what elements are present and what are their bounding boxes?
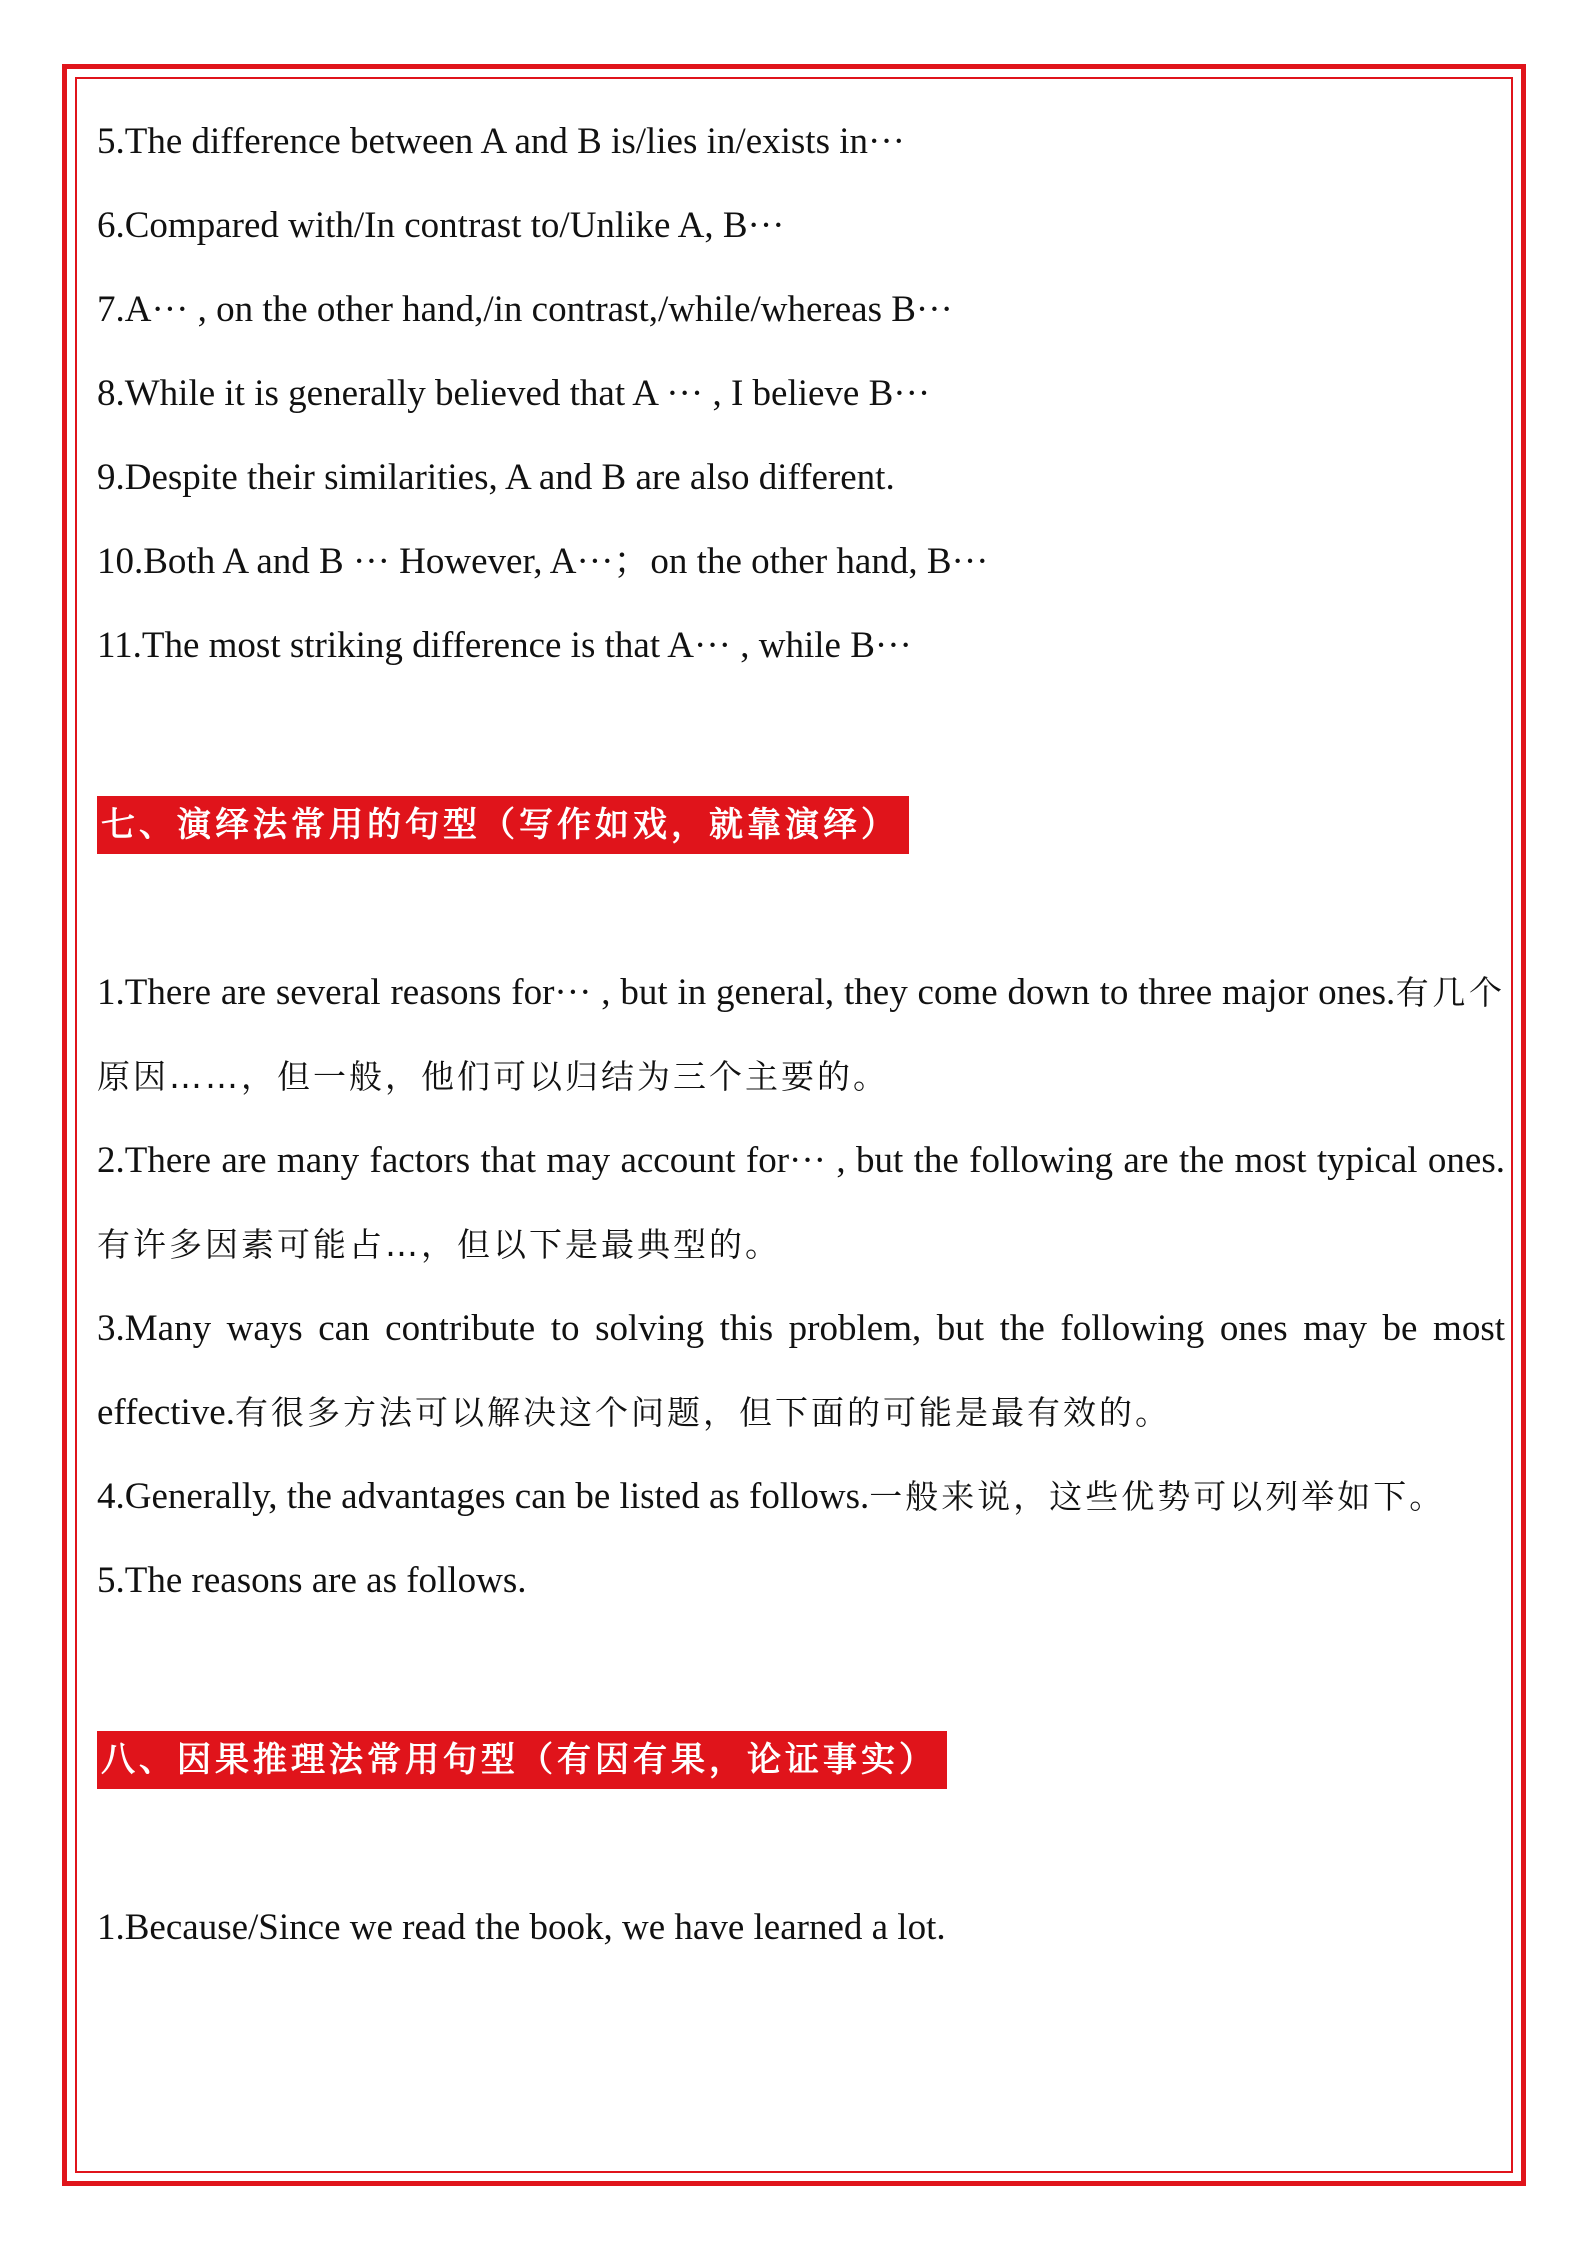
pattern-line: 10.Both A and B ··· However, A···；on the other hand, B··· xyxy=(97,541,989,582)
sentence-en: 3.Many ways can contribute to solving this problem, but the following ones may be most effective. xyxy=(97,1308,1505,1433)
pattern-line: 8.While it is generally believed that A ··· , I believe B··· xyxy=(97,373,931,414)
section-7-list xyxy=(97,951,1505,1623)
document-body xyxy=(97,100,1505,1970)
sentence-en: 4.Generally, the advantages can be listed as follows. xyxy=(97,1476,870,1517)
sentence-cn: 有很多方法可以解决这个问题，但下面的可能是最有效的。 xyxy=(234,1393,1171,1432)
pattern-line: 11.The most striking difference is that A··· , while B··· xyxy=(97,625,912,666)
sentence-item xyxy=(97,1287,1505,1455)
comparison-pattern-list xyxy=(97,100,1505,688)
pattern-line: 7.A··· , on the other hand,/in contrast,/while/whereas B··· xyxy=(97,289,953,330)
sentence-item xyxy=(97,1886,1505,1970)
pattern-line: 6.Compared with/In contrast to/Unlike A, B··· xyxy=(97,205,785,246)
sentence-en: 1.There are several reasons for··· , but in general, they come down to three major ones. xyxy=(97,972,1396,1013)
sentence-cn: 有几个原因……，但一般，他们可以归结为三个主要的。 xyxy=(97,973,1505,1096)
section-8-list xyxy=(97,1886,1505,1970)
sentence-en: 5.The reasons are as follows. xyxy=(97,1560,527,1601)
sentence-cn: 有许多因素可能占…，但以下是最典型的。 xyxy=(97,1225,781,1264)
sentence-en: 1.Because/Since we read the book, we have learned a lot. xyxy=(97,1907,946,1948)
sentence-item xyxy=(97,1455,1505,1539)
sentence-en: 2.There are many factors that may account for··· , but the following are the most typical ones. xyxy=(97,1140,1505,1181)
sentence-item xyxy=(97,951,1505,1119)
sentence-cn: 一般来说，这些优势可以列举如下。 xyxy=(869,1477,1446,1516)
sentence-item xyxy=(97,1539,1505,1623)
pattern-line: 5.The difference between A and B is/lies in/exists in··· xyxy=(97,121,905,162)
section-8-heading: 八、因果推理法常用句型（有因有果，论证事实） xyxy=(97,1731,947,1789)
pattern-line: 9.Despite their similarities, A and B are also different. xyxy=(97,457,895,498)
section-7-heading: 七、演绎法常用的句型（写作如戏，就靠演绎） xyxy=(97,796,909,854)
sentence-item xyxy=(97,1119,1505,1287)
